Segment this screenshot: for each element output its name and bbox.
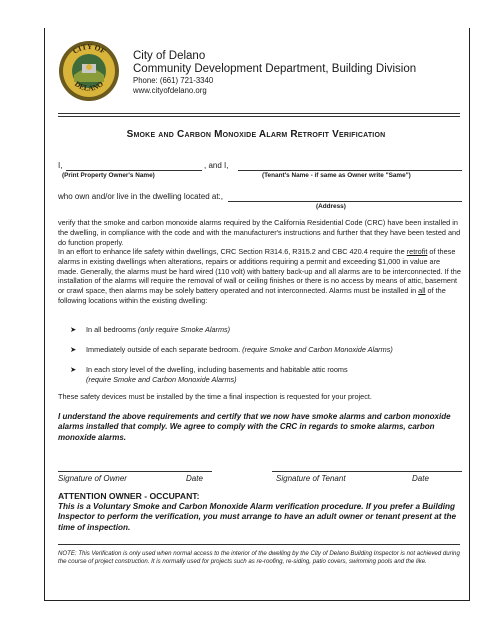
tenant-signature-label: Signature of Tenant	[276, 474, 346, 483]
requirements-paragraph: In an effort to enhance life safety within dwellings, CRC Section R314.6, R315.2 and CBC 420.4 require the retrofit of these alarms in existing dwellings when alterations, repairs or additions requiring a permit and exceeding $1,000 in value are made. Generally, the alarms must be hard wired (110 volt) with battery back-up and all alarms are to be interconnected. If the installation of the alarms will require the removal of wall or ceiling finishes or there is no access by means of attic, basement or crawl space, then alarms may be solely battery operated and not interconnected. Alarms must be installed in all of the following locations within the existing dwelling:	[58, 247, 461, 305]
city-seal-logo	[58, 40, 120, 102]
tenant-date-label: Date	[412, 474, 429, 483]
attention-heading: ATTENTION OWNER - OCCUPANT:	[58, 491, 200, 501]
attention-text: This is a Voluntary Smoke and Carbon Monoxide Alarm verification procedure. If you prefer a Building Inspector to perform the verification, you must arrange to have an adult owner or tenant present at the time of inspection.	[58, 502, 457, 532]
letterhead	[133, 50, 416, 95]
address-field[interactable]	[228, 201, 462, 202]
city-name: City of Delano	[133, 50, 206, 62]
svg-text:DELANO: DELANO	[73, 79, 105, 93]
department-name: Community Development Department, Building Division	[133, 63, 417, 76]
website: www.cityofdelano.org	[133, 85, 207, 95]
header-rule	[58, 113, 460, 114]
certification-statement: I understand the above requirements and certify that we now have smoke alarms and carbon monoxide alarms installed that comply. We agree to comply with the CRC in regards to smoke alarms, carbon monoxide alarms.	[58, 412, 451, 442]
owner-name-caption: (Print Property Owner's Name)	[62, 172, 155, 179]
footnote: NOTE: This Verification is only used when normal access to the interior of the dwelling by the City of Delano Building Inspector is not achieved during the course of project construction. It is normally used for projects such as re-roofing, re-siding, patio covers, swimming pools and the like.	[58, 550, 460, 566]
svg-text:CITY OF: CITY OF	[70, 41, 108, 56]
i-prefix: I,	[58, 161, 63, 170]
address-caption: (Address)	[316, 203, 346, 210]
all-word: all	[418, 286, 426, 296]
verify-paragraph: verify that the smoke and carbon monoxide alarms required by the California Residential Code (CRC) have been installed in the dwelling, in compliance with the code and with the manufacturer's instructions and further that they have been tested and do function properly.	[58, 218, 461, 247]
bullet-arrow-icon: ➤	[70, 365, 77, 374]
tenant-name-caption: (Tenant's Name - if same as Owner write "Same")	[262, 172, 411, 179]
tenant-signature-field[interactable]	[272, 471, 462, 472]
retrofit-word: retrofit	[406, 247, 428, 256]
owner-name-field[interactable]	[66, 170, 202, 171]
form-title: Smoke and Carbon Monoxide Alarm Retrofit Verification	[126, 129, 386, 140]
phone-number: Phone: (661) 721-3340	[133, 76, 214, 86]
tenant-name-field[interactable]	[238, 170, 462, 171]
bullet-arrow-icon: ➤	[70, 345, 77, 354]
installation-deadline: These safety devices must be installed by the time a final inspection is requested for your project.	[58, 392, 372, 401]
dwelling-prompt: who own and/or live in the dwelling located at:,	[58, 192, 223, 201]
and-i-label: , and I,	[204, 161, 229, 170]
header-rule-2	[58, 116, 460, 117]
owner-signature-field[interactable]	[58, 471, 212, 472]
owner-date-label: Date	[186, 474, 203, 483]
bullet-arrow-icon: ➤	[70, 325, 77, 334]
note-rule	[58, 544, 460, 545]
owner-signature-label: Signature of Owner	[58, 474, 127, 483]
